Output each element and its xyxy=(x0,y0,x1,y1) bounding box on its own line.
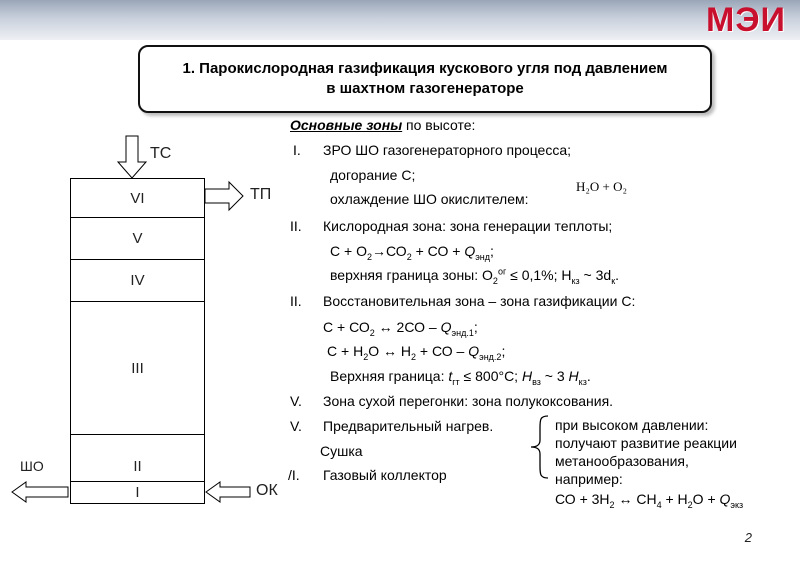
list-item: охлаждение ШО окислителем: xyxy=(330,191,529,207)
note-line1: при высоком давлении: xyxy=(555,417,709,433)
boundary-sup: ог xyxy=(497,266,507,277)
mei-logo: МЭИ xyxy=(706,1,786,39)
list-item: догорание С; xyxy=(330,167,416,183)
rxn-part: →СО xyxy=(371,243,407,259)
heading-rest: по высоте: xyxy=(402,117,476,133)
zone-ii xyxy=(70,435,205,482)
rxn-q: Q xyxy=(440,319,452,335)
rxn-part: О ↔ Н xyxy=(368,343,411,359)
zone-i-label: I xyxy=(135,484,140,501)
rxn-q-sub: энд.1 xyxy=(451,327,474,338)
label-tc: ТС xyxy=(150,145,172,162)
slide-title-line2: в шахтном газогенераторе xyxy=(326,80,524,97)
zone-iv-label: IV xyxy=(130,272,145,289)
rxn-part: С + Н xyxy=(327,343,364,359)
boundary-sub: к xyxy=(611,275,616,286)
note-line3: метанообразования, xyxy=(555,453,689,469)
list-item: Сушка xyxy=(320,443,363,459)
rxn-end: ; xyxy=(490,243,494,259)
header-band xyxy=(0,0,800,40)
eq-part: ↔ СН xyxy=(614,491,657,507)
boundary-sub: кз xyxy=(571,275,580,286)
boundary-part: ≤ 800°С; xyxy=(459,368,522,384)
item-num: II. xyxy=(290,293,302,309)
eq-q-sub: экз xyxy=(730,499,744,510)
zone-iii xyxy=(70,302,205,435)
input-arrow-down-icon xyxy=(118,136,148,180)
rxn-part: ↔ 2СО – xyxy=(374,319,441,335)
page-number: 2 xyxy=(744,530,752,545)
zone-i xyxy=(70,482,205,504)
list-item: Зона сухой перегонки: зона полукоксования. xyxy=(323,393,614,409)
upper-boundary-o2: верхняя граница зоны: $О_2^{ог} \le 0,1\%$; $Н_{кз}$ ~ $3d_к$. xyxy=(330,266,620,286)
boundary-part: ≤ 0,1%; Н xyxy=(506,267,572,283)
rxn-end: ; xyxy=(473,319,478,335)
label-tp: ТП xyxy=(250,186,272,203)
rxn-q: Q xyxy=(468,343,480,359)
item-num: /I. xyxy=(288,467,300,483)
reaction-c-co2: $С + СО_2$ ↔ $2СО - Q_{энд.1}$; xyxy=(323,319,478,338)
slide-title-box xyxy=(138,45,712,113)
item-num: V. xyxy=(290,418,302,434)
boundary-sub: вз xyxy=(532,376,541,387)
eq-part: СО + 3Н xyxy=(555,491,610,507)
list-item: Предварительный нагрев. xyxy=(323,418,494,434)
boundary-part: ~ 3 xyxy=(540,368,569,384)
rxn-end: ; xyxy=(501,343,506,359)
output-arrow-right-icon xyxy=(205,182,245,210)
zone-iii-label: III xyxy=(131,359,144,377)
boundary-end: . xyxy=(615,267,620,283)
rxn-q-sub: энд.2 xyxy=(479,351,502,362)
rxn-part: С + О xyxy=(330,243,367,259)
eq-part: + Н xyxy=(661,491,688,507)
boundary-sub: гт xyxy=(452,376,460,387)
label-sho: ШО xyxy=(20,458,44,474)
brace-icon xyxy=(528,414,552,480)
boundary-part: ~ 3d xyxy=(579,267,612,283)
boundary-t: t xyxy=(448,368,453,384)
boundary-sub: кз xyxy=(578,376,587,387)
oxidizer-in-arrow-left-icon xyxy=(206,482,252,502)
zone-vi-label: VI xyxy=(130,189,145,207)
rxn-part: + СО + xyxy=(411,243,465,259)
slide-title-line1: 1. Парокислородная газификация кускового угля под давлением xyxy=(182,60,668,77)
list-item: ЗРО ШО газогенераторного процесса; xyxy=(323,142,572,158)
item-num: I. xyxy=(293,142,301,158)
formula-h2o-o2: H₂O + O₂ xyxy=(576,179,628,194)
list-item: Газовый коллектор xyxy=(323,467,447,483)
item-num: V. xyxy=(290,393,302,409)
zone-iv xyxy=(70,260,205,302)
methanation-equation: СО + $3Н_2$ ↔ $СН_4 + Н_2О + Q_{экз}$ xyxy=(555,491,744,510)
note-line4: например: xyxy=(555,471,623,487)
rxn-part: + СО – xyxy=(416,343,469,359)
boundary-h2: Н xyxy=(568,368,579,384)
boundary-part: верхняя граница зоны: О xyxy=(330,267,493,283)
list-item: Кислородная зона: зона генерации теплоты; xyxy=(323,218,613,234)
zone-v xyxy=(70,218,205,260)
ash-out-arrow-left-icon xyxy=(12,482,70,502)
label-ok: ОК xyxy=(256,482,278,499)
heading-main: Основные зоны xyxy=(290,117,403,133)
note-line2: получают развитие реакции xyxy=(555,435,737,451)
zone-vi xyxy=(70,178,205,218)
eq-part: О + xyxy=(692,491,720,507)
boundary-end: . xyxy=(586,368,591,384)
reaction-c-o2: $С + О_2\to СО_2$ + СО + $Q_{энд}$; xyxy=(330,243,494,262)
rxn-q: Q xyxy=(464,243,476,259)
boundary-part: Верхняя граница: xyxy=(330,368,449,384)
reaction-c-h2o: $С + Н_2О$ ↔ $Н_2$ + СО – $Q_{энд.2}$; xyxy=(327,343,506,362)
zone-v-label: V xyxy=(132,230,143,247)
list-heading xyxy=(290,116,475,134)
eq-q: Q xyxy=(719,491,731,507)
boundary-h: Н xyxy=(521,368,533,384)
upper-boundary-temp xyxy=(330,367,591,385)
item-num: II. xyxy=(290,218,302,234)
rxn-part: С + СО xyxy=(323,319,370,335)
zone-ii-label: II xyxy=(133,457,142,475)
list-item: Восстановительная зона – зона газификации С: xyxy=(323,293,636,309)
rxn-q-sub: энд xyxy=(475,251,491,262)
